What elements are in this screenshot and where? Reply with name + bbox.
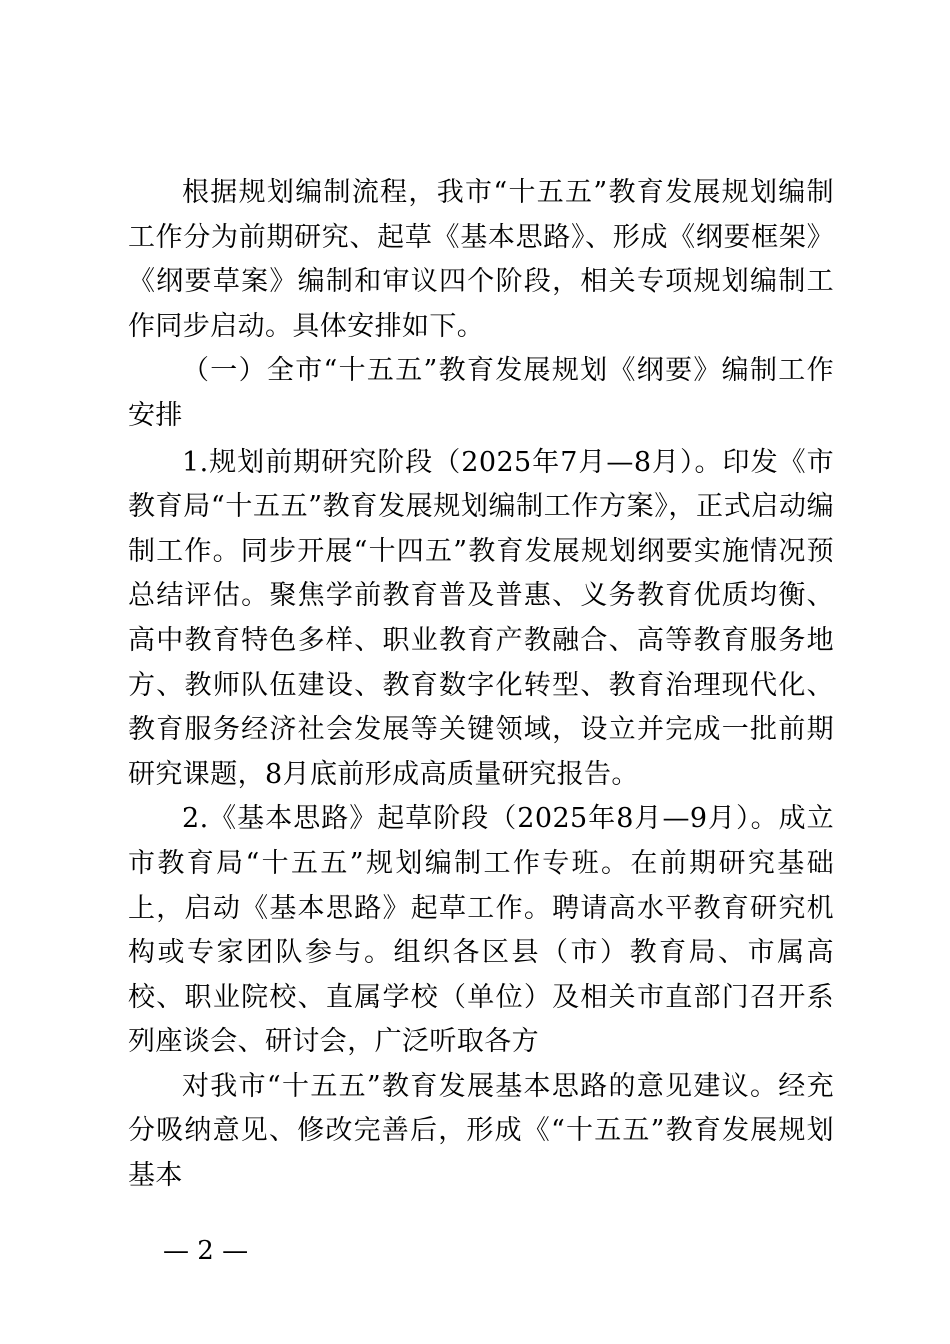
intro-paragraph: 根据规划编制流程，我市“十五五”教育发展规划编制工作分为前期研究、起草《基本思路》、形成《纲要框架》《纲要草案》编制和审议四个阶段，相关专项规划编制工作同步启动。具体安排如下。 <box>128 177 834 342</box>
section-heading: （一）全市“十五五”教育发展规划《纲要》编制工作安排 <box>128 355 834 431</box>
page-number: — 2 — <box>163 1236 249 1266</box>
stage-two-paragraph: 2.《基本思路》起草阶段（2025年8月—9月）。成立市教育局“十五五”规划编制工作专班。在前期研究基础上，启动《基本思路》起草工作。聘请高水平教育研究机构或专家团队参与。组织各区县（市）教育局、市属高校、职业院校、直属学校（单位）及相关市直部门召开系列座谈会、研讨会，广泛听取各方 <box>128 803 834 1058</box>
continuation-paragraph: 对我市“十五五”教育发展基本思路的意见建议。经充分吸纳意见、修改完善后，形成《“十五五”教育发展规划基本 <box>128 1070 834 1192</box>
stage-one-paragraph: 1.规划前期研究阶段（2025年7月—8月）。印发《市教育局“十五五”教育发展规划编制工作方案》，正式启动编制工作。同步开展“十四五”教育发展规划纲要实施情况预总结评估。聚焦学前教育普及普惠、义务教育优质均衡、高中教育特色多样、职业教育产教融合、高等教育服务地方、教师队伍建设、教育数字化转型、教育治理现代化、教育服务经济社会发展等关键领域，设立并完成一批前期研究课题，8月底前形成高质量研究报告。 <box>128 446 834 790</box>
document-body <box>128 171 834 1199</box>
